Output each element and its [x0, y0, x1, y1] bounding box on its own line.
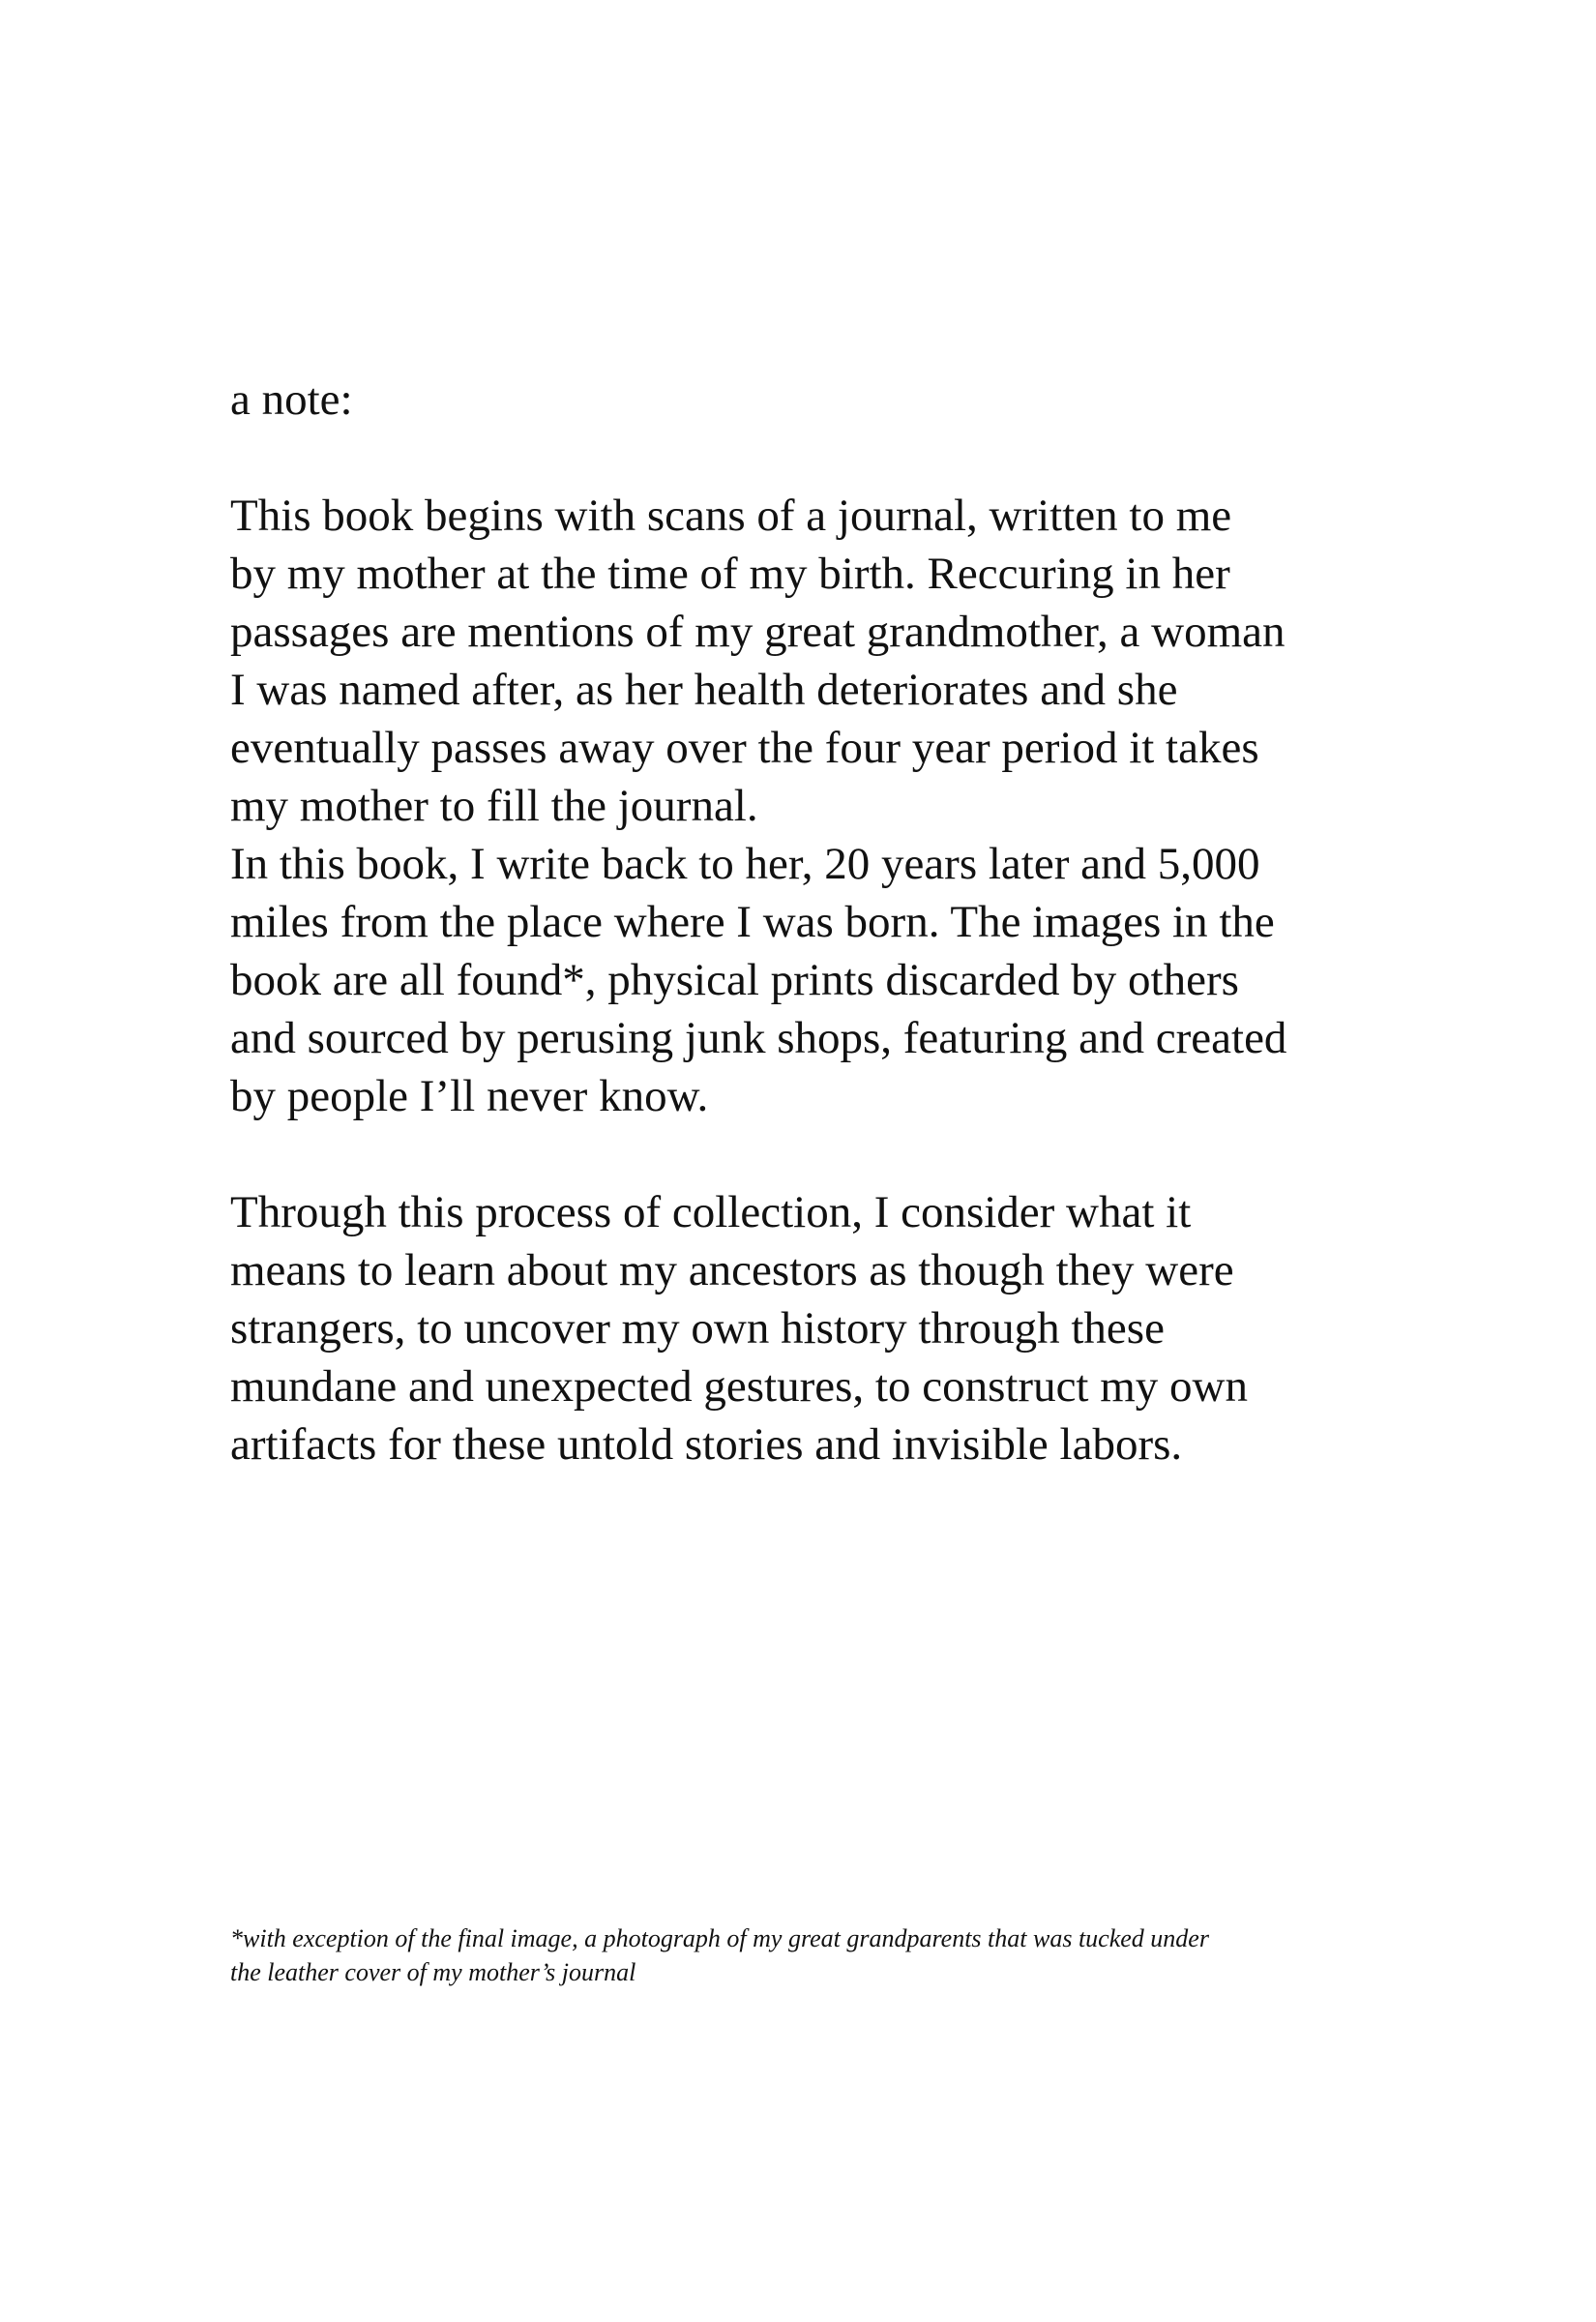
note-paragraph-1 — [230, 487, 1286, 1125]
paragraph-line: miles from the place where I was born. The images in the — [230, 897, 1275, 947]
paragraph-line: by my mother at the time of my birth. Reccuring in her — [230, 549, 1230, 599]
paragraph-line: passages are mentions of my great grandmother, a woman — [230, 607, 1286, 657]
paragraph-line: mundane and unexpected gestures, to construct my own — [230, 1361, 1248, 1412]
paragraph-line: This book begins with scans of a journal, written to me — [230, 491, 1232, 541]
paragraph-line: and sourced by perusing junk shops, featuring and created — [230, 1013, 1287, 1063]
footnote-line: *with exception of the final image, a photograph of my great grandparents that was tucked under — [230, 1924, 1209, 1952]
paragraph-line: In this book, I write back to her, 20 years later and 5,000 — [230, 839, 1260, 889]
paragraph-line: artifacts for these untold stories and invisible labors. — [230, 1419, 1183, 1470]
paragraph-line: book are all found*, physical prints discarded by others — [230, 955, 1239, 1005]
paragraph-line: Through this process of collection, I consider what it — [230, 1187, 1192, 1237]
note-paragraph-2 — [230, 1183, 1248, 1474]
paragraph-line: eventually passes away over the four year period it takes — [230, 723, 1259, 773]
footnote — [230, 1921, 1209, 1989]
note-heading: a note: — [230, 374, 353, 425]
paragraph-line: by people I’ll never know. — [230, 1071, 709, 1121]
paragraph-line: my mother to fill the journal. — [230, 781, 758, 831]
paragraph-line: I was named after, as her health deteriorates and she — [230, 665, 1178, 715]
paragraph-line: means to learn about my ancestors as though they were — [230, 1245, 1234, 1295]
paragraph-line: strangers, to uncover my own history through these — [230, 1303, 1165, 1354]
footnote-line: the leather cover of my mother’s journal — [230, 1958, 636, 1986]
